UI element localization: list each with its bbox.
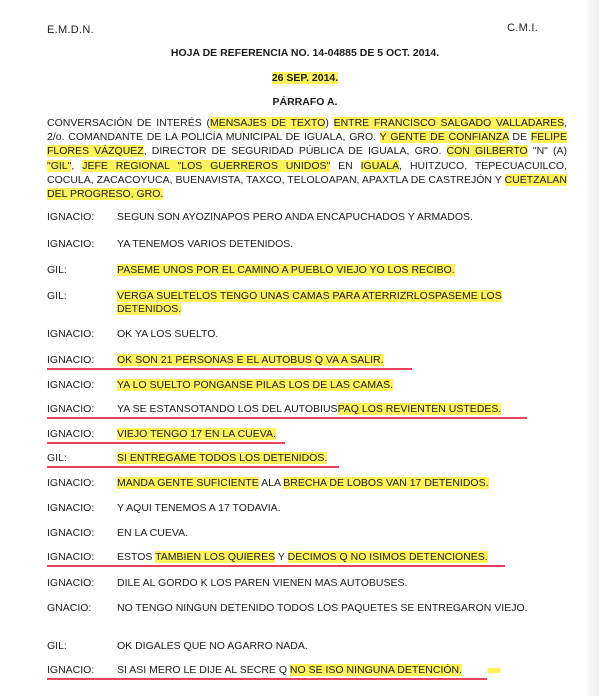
speaker-label: IGNACIO: bbox=[47, 428, 95, 440]
message-highlight: YA LO SUELTO PONGANSE PILAS LOS DE LAS CAMAS. bbox=[117, 379, 394, 391]
message-highlight: OK SON 21 PERSONAS E EL AUTOBUS Q VA A SALIR. bbox=[117, 354, 384, 366]
red-underline bbox=[47, 678, 487, 680]
speaker-label: IGNACIO: bbox=[47, 502, 95, 514]
intro-highlight: "GIL" bbox=[47, 159, 72, 172]
message-part: Y AQUI TENEMOS A 17 TODAVIA. bbox=[117, 502, 281, 514]
red-underline bbox=[47, 368, 412, 370]
message-part: EN LA CUEVA. bbox=[117, 527, 188, 539]
speaker-label: IGNACIO: bbox=[47, 527, 95, 539]
message-text bbox=[117, 452, 557, 465]
message-highlight: MANDA GENTE SUFICIENTE bbox=[117, 477, 259, 489]
speaker-label: IGNACIO: bbox=[47, 577, 95, 589]
intro-highlight: CON GILBERTO bbox=[446, 145, 528, 158]
message-text bbox=[117, 428, 557, 441]
header-right-code: C.M.I. bbox=[507, 22, 539, 34]
speaker-label: GIL: bbox=[47, 264, 67, 276]
message-part: SEGUN SON AYOZINAPOS PERO ANDA ENCAPUCHADOS Y ARMADOS. bbox=[117, 211, 473, 223]
intro-highlight: MENSAJES DE TEXTO bbox=[210, 117, 326, 129]
red-underline bbox=[47, 565, 505, 567]
message-highlight: UNAS CAMAS PARA ATERRIZRLOSPASEME LOS DETENIDOS. bbox=[117, 290, 502, 316]
message-text bbox=[117, 264, 557, 277]
message-part: NO TENGO NINGUN DETENIDO TODOS LOS PAQUETES SE ENTREGARON VIEJO. bbox=[117, 602, 528, 614]
document-date-text: 26 SEP. 2014. bbox=[271, 72, 339, 84]
message-text bbox=[117, 354, 557, 367]
intro-text: , DIRECTOR DE SEGURIDAD PÚBLICA DE IGUALA, GRO. bbox=[143, 145, 447, 158]
speaker-label: IGNACIO: bbox=[47, 379, 95, 391]
speaker-label: IGNACIO: bbox=[47, 328, 95, 340]
intro-highlight: IGUALA bbox=[360, 159, 400, 172]
message-part: ESTOS bbox=[117, 551, 156, 563]
speaker-label: IGNACIO: bbox=[47, 238, 95, 250]
section-heading: PÁRRAFO A. bbox=[272, 96, 338, 108]
intro-text: ) bbox=[325, 117, 334, 129]
intro-text: , bbox=[71, 159, 83, 172]
intro-highlight: CUETZALAN DEL PROGRESO, GRO. bbox=[47, 173, 567, 201]
message-text bbox=[117, 328, 557, 341]
red-underline bbox=[47, 466, 339, 468]
speaker-label: GNACIO: bbox=[47, 602, 92, 614]
message-part: OK YA LOS SUELTO. bbox=[117, 328, 219, 340]
speaker-label: IGNACIO: bbox=[47, 664, 95, 676]
document-date bbox=[140, 72, 470, 84]
message-text bbox=[117, 577, 557, 590]
message-text bbox=[117, 211, 557, 224]
intro-text: , 2/o. COMANDANTE DE LA POLICÍA MUNICIPAL DE IGUALA, GRO. bbox=[47, 117, 567, 144]
message-part: YA SE ESTANSOTANDO LOS DEL AUTOBIUS bbox=[117, 403, 338, 415]
message-part: SI ASI MERO LE DIJE AL SECRE Q bbox=[117, 664, 290, 676]
intro-text: DE bbox=[508, 131, 531, 144]
header-left-code: E.M.D.N. bbox=[47, 24, 95, 36]
message-text bbox=[117, 502, 557, 515]
message-text bbox=[117, 527, 557, 540]
message-highlight: BRECHA DE LOBOS VAN 17 DETENIDOS. bbox=[283, 477, 489, 489]
message-text bbox=[117, 477, 557, 490]
message-part: OK DIGALES QUE NO AGARRO NADA. bbox=[117, 640, 308, 652]
speaker-label: IGNACIO: bbox=[47, 211, 95, 223]
intro-highlight: FELIPE FLORES VÁZQUEZ bbox=[47, 131, 567, 158]
message-text bbox=[117, 379, 557, 392]
highlighter-stroke bbox=[487, 668, 501, 673]
message-highlight: PAQ LOS REVIENTEN USTEDES. bbox=[337, 403, 502, 415]
speaker-label: IGNACIO: bbox=[47, 551, 95, 563]
message-text bbox=[117, 551, 557, 564]
message-part: DILE AL GORDO K LOS PAREN VIENEN MAS AUTOBUSES. bbox=[117, 577, 408, 589]
speaker-label: IGNACIO: bbox=[47, 477, 95, 489]
intro-highlight: JEFE REGIONAL "LOS GUERREROS UNIDOS" bbox=[82, 159, 331, 172]
intro-text: EN bbox=[330, 159, 361, 172]
message-part: Y bbox=[275, 551, 288, 563]
message-part: ALA bbox=[258, 477, 284, 489]
speaker-label: GIL: bbox=[47, 452, 67, 464]
speaker-label: IGNACIO: bbox=[47, 403, 95, 415]
message-highlight: VERGA SUELTELOS TENGO bbox=[117, 290, 258, 302]
document-title: HOJA DE REFERENCIA NO. 14-04885 DE 5 OCT. 2014. bbox=[170, 47, 440, 59]
message-highlight: TAMBIEN LOS QUIERES bbox=[155, 551, 276, 563]
speaker-label: GIL: bbox=[47, 290, 67, 302]
message-highlight: SI ENTREGAME TODOS LOS DETENIDOS. bbox=[117, 452, 328, 464]
message-text bbox=[117, 238, 557, 251]
intro-text: CONVERSACIÓN DE INTERÉS ( bbox=[47, 117, 211, 129]
red-underline bbox=[47, 417, 527, 419]
intro-text: "N" (A) bbox=[527, 145, 568, 158]
intro-highlight: Y GENTE DE CONFIANZA bbox=[379, 131, 509, 144]
message-highlight: NO SE ISO NINGUNA DETENCIÓN. bbox=[289, 664, 463, 676]
speaker-label: IGNACIO: bbox=[47, 354, 95, 366]
message-highlight: DECIMOS Q NO ISIMOS DETENCIONES. bbox=[287, 551, 488, 563]
message-text bbox=[117, 602, 537, 615]
page-edge-shadow bbox=[585, 0, 599, 696]
message-highlight: PASEME UNOS POR EL CAMINO A PUEBLO VIEJO YO LOS RECIBO. bbox=[117, 264, 455, 276]
message-text bbox=[117, 290, 537, 317]
intro-paragraph bbox=[47, 116, 567, 201]
message-text bbox=[117, 640, 557, 653]
message-text bbox=[117, 403, 557, 416]
intro-highlight: ENTRE FRANCISCO SALGADO VALLADARES bbox=[333, 117, 565, 129]
red-underline bbox=[47, 442, 285, 444]
message-part: YA TENEMOS VARIOS DETENIDOS. bbox=[117, 238, 294, 250]
speaker-label: GIL: bbox=[47, 640, 67, 652]
intro-text: , HUITZUCO, TEPECUACUILCO, COCULA, ZACACOYUCA, BUENAVISTA, TAXCO, TELOLOAPAN, APAXTLA DE CASTREJÓN Y bbox=[47, 159, 567, 186]
message-highlight: VIEJO TENGO 17 EN LA CUEVA. bbox=[117, 428, 276, 440]
